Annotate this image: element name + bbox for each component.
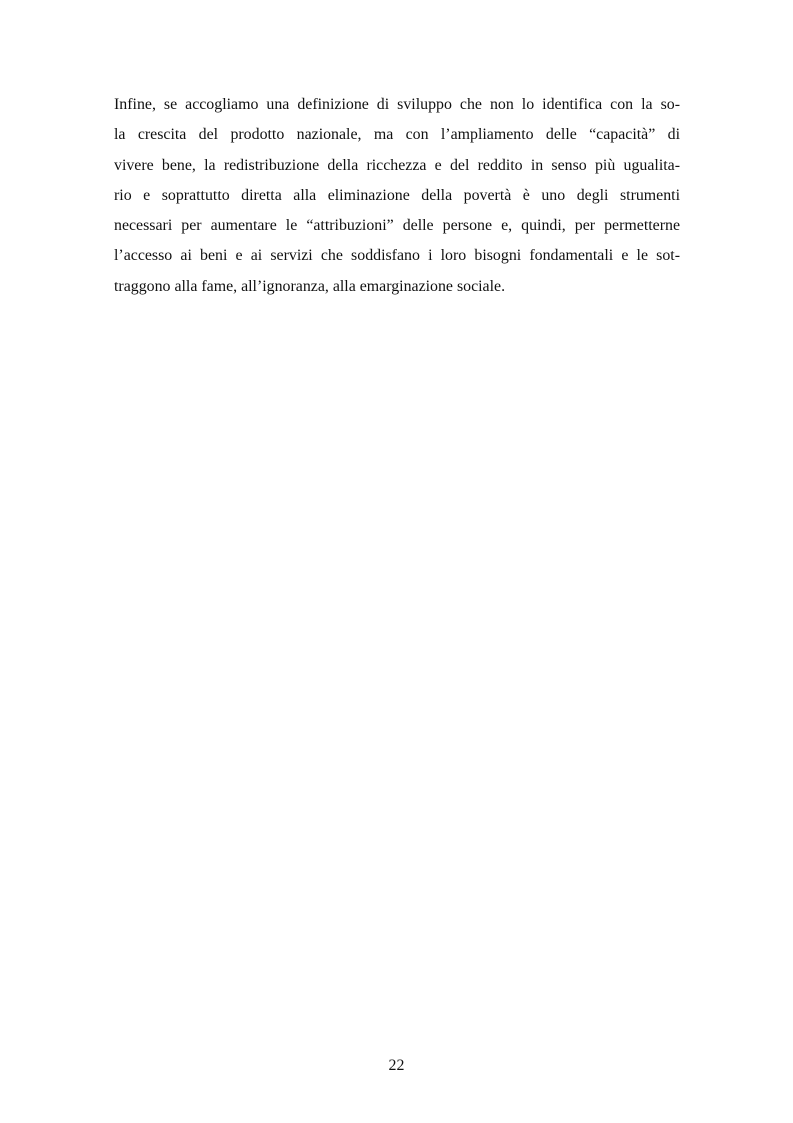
paragraph-line: l’accesso ai beni e ai servizi che soddisfano i loro bisogni fondamentali e le sot- [114,247,680,265]
paragraph-line: la crescita del prodotto nazionale, ma con l’ampliamento delle “capacità” di [114,126,680,144]
paragraph-line: vivere bene, la redistribuzione della ricchezza e del reddito in senso più ugualita- [114,156,680,174]
page-number: 22 [388,1057,405,1074]
paragraph-line: traggono alla fame, all’ignoranza, alla emarginazione sociale. [114,277,506,295]
paragraph-line: rio e soprattutto diretta alla eliminazione della povertà è uno degli strumenti [114,186,680,204]
body-paragraph [114,90,680,302]
paragraph-line: Infine, se accogliamo una definizione di sviluppo che non lo identifica con la so- [114,96,680,113]
paragraph-line: necessari per aumentare le “attribuzioni” delle persone e, quindi, per permetterne [114,217,680,235]
